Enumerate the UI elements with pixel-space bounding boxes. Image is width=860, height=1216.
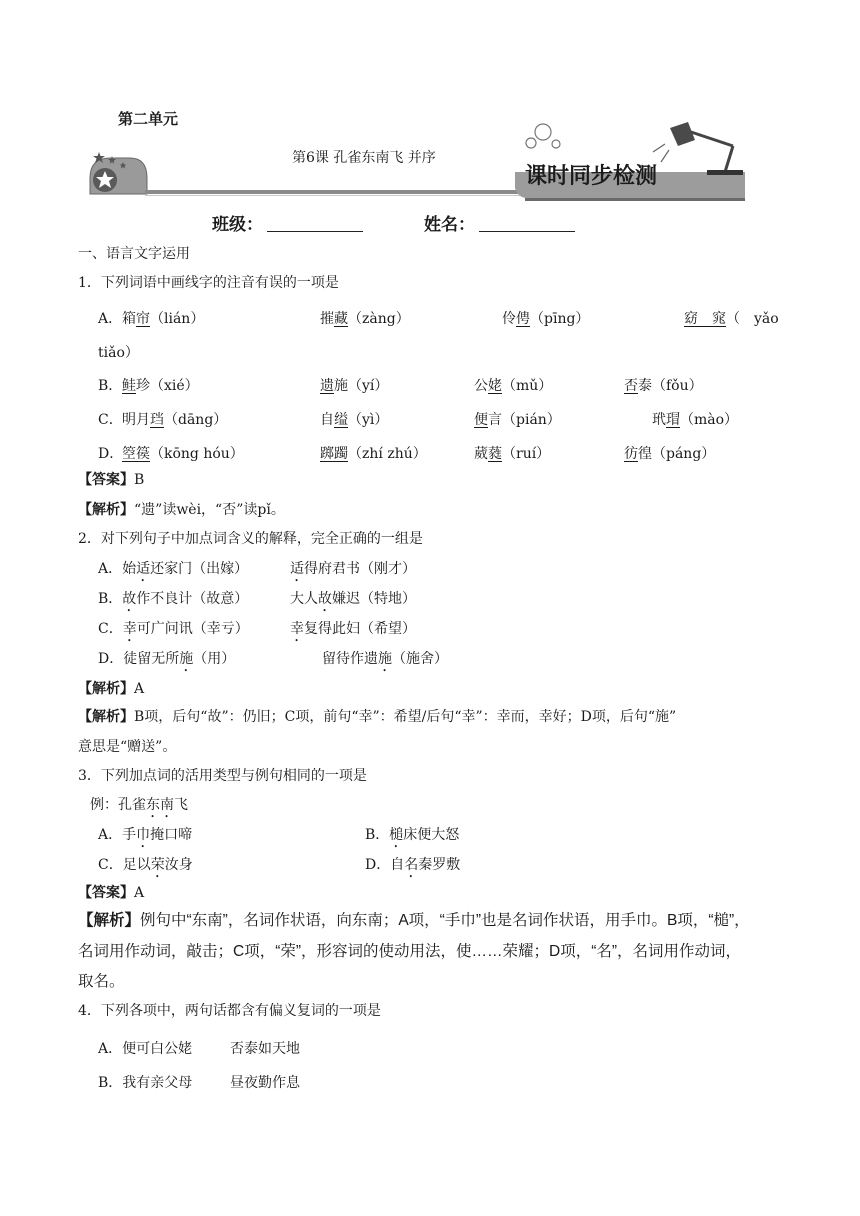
q3-analysis-line3: 取名。 <box>78 973 125 990</box>
q1-analysis: 【解析】“遗”读wèi，“否”读pǐ。 <box>78 502 285 518</box>
q1-d3: 葳蕤（ruí） <box>474 446 551 462</box>
q1-option-a-label: A． <box>98 311 123 327</box>
q1-a4-continued: tiǎo） <box>98 345 139 361</box>
q1-a3: 伶俜（pīng） <box>502 311 590 327</box>
q1-option-b-label: B． <box>98 378 123 394</box>
q1-b4: 否泰（fǒu） <box>624 378 703 394</box>
q1-answer: 【答案】B <box>78 472 145 488</box>
q1-a2: 摧藏（zàng） <box>320 311 410 327</box>
q3-option-b: B．槌床便大怒 <box>365 827 460 843</box>
q4-option-a-left: A．便可白公姥 <box>98 1041 193 1057</box>
q2-d-first: D．徒留无所施（用） <box>98 651 236 667</box>
name-field <box>424 214 575 236</box>
q3-option-c: C．足以荣汝身 <box>98 857 193 873</box>
q4-option-b-left: B．我有亲父母 <box>98 1075 193 1091</box>
q2-c-second: 幸复得此妇（希望） <box>290 621 416 637</box>
q2-stem: 2．对下列句子中加点词含义的解释，完全正确的一组是 <box>78 531 423 547</box>
q2-analysis-line2: 意思是“赠送”。 <box>78 739 177 755</box>
q2-a-second: 适得府君书（刚才） <box>290 561 416 577</box>
q1-d4: 彷徨（páng） <box>624 446 716 462</box>
section-heading: 一、语言文字运用 <box>78 246 190 262</box>
q3-example: 例：孔雀东南飞 <box>90 797 188 813</box>
class-label: 班级： <box>212 215 263 235</box>
class-field <box>212 214 363 236</box>
q1-option-c-label: C． <box>98 412 123 428</box>
q1-c2: 自缢（yì） <box>320 412 389 428</box>
q1-c1: 明月珰（dāng） <box>122 412 228 428</box>
q1-stem: 1．下列词语中画线字的注音有误的一项是 <box>78 275 339 291</box>
q1-a1: 箱帘（lián） <box>122 311 205 327</box>
q1-option-d-label: D． <box>98 446 124 462</box>
q1-b2: 遗施（yí） <box>320 378 389 394</box>
q3-analysis-line2: 名词用作动词，敲击；C项，“荣”，形容词的使动用法，使……荣耀；D项，“名”，名词用作动词， <box>78 943 742 960</box>
name-label: 姓名： <box>424 215 475 235</box>
q4-option-a-right: 否泰如天地 <box>230 1041 300 1057</box>
q3-analysis-line1: 【解析】例句中“东南”，名词作状语，向东南；A项，“手巾”也是名词作状语，用手巾。B项，“槌”， <box>78 912 750 929</box>
q1-d2: 踯躅（zhí zhú） <box>320 446 427 462</box>
q2-c-first: C．幸可广问讯（幸亏） <box>98 621 249 637</box>
q1-c4: 玳瑁（mào） <box>652 412 739 428</box>
q2-b-first: B．故作不良计（故意） <box>98 591 249 607</box>
lesson-title: 第6课 孔雀东南飞 并序 <box>292 150 436 166</box>
q4-option-b-right: 昼夜勤作息 <box>230 1075 300 1091</box>
q2-b-second: 大人故嫌迟（特地） <box>290 591 416 607</box>
class-blank[interactable] <box>267 231 363 232</box>
q1-d1: 箜篌（kōng hóu） <box>122 446 244 462</box>
q3-option-d: D．自名秦罗敷 <box>365 857 461 873</box>
banner-title: 课时同步检测 <box>525 163 658 189</box>
q3-stem: 3．下列加点词的活用类型与例句相同的一项是 <box>78 768 367 784</box>
q1-b1: 鲑珍（xié） <box>122 378 199 394</box>
q3-answer: 【答案】A <box>78 885 145 901</box>
q1-a4: 窈 窕（ yǎo <box>684 311 779 327</box>
star-badge-icon <box>90 152 147 194</box>
desk-lamp-icon <box>653 122 743 175</box>
q2-a-first: A．始适还家门（出嫁） <box>98 561 249 577</box>
q1-c3: 便言（pián） <box>474 412 561 428</box>
q2-analysis-line1: 【解析】B项，后句“故”：仍旧；C项，前句“幸”：希望/后句“幸”：幸而，幸好；D项，后句“施” <box>78 709 677 725</box>
q4-stem: 4．下列各项中，两句话都含有偏义复词的一项是 <box>78 1003 381 1019</box>
q2-answer: 【解析】A <box>78 681 145 697</box>
name-blank[interactable] <box>479 231 575 232</box>
q1-b3: 公姥（mǔ） <box>474 378 553 394</box>
unit-title: 第二单元 <box>118 110 179 128</box>
q2-d-second: 留待作遗施（施舍） <box>322 651 448 667</box>
q3-option-a: A．手巾掩口啼 <box>98 827 193 843</box>
